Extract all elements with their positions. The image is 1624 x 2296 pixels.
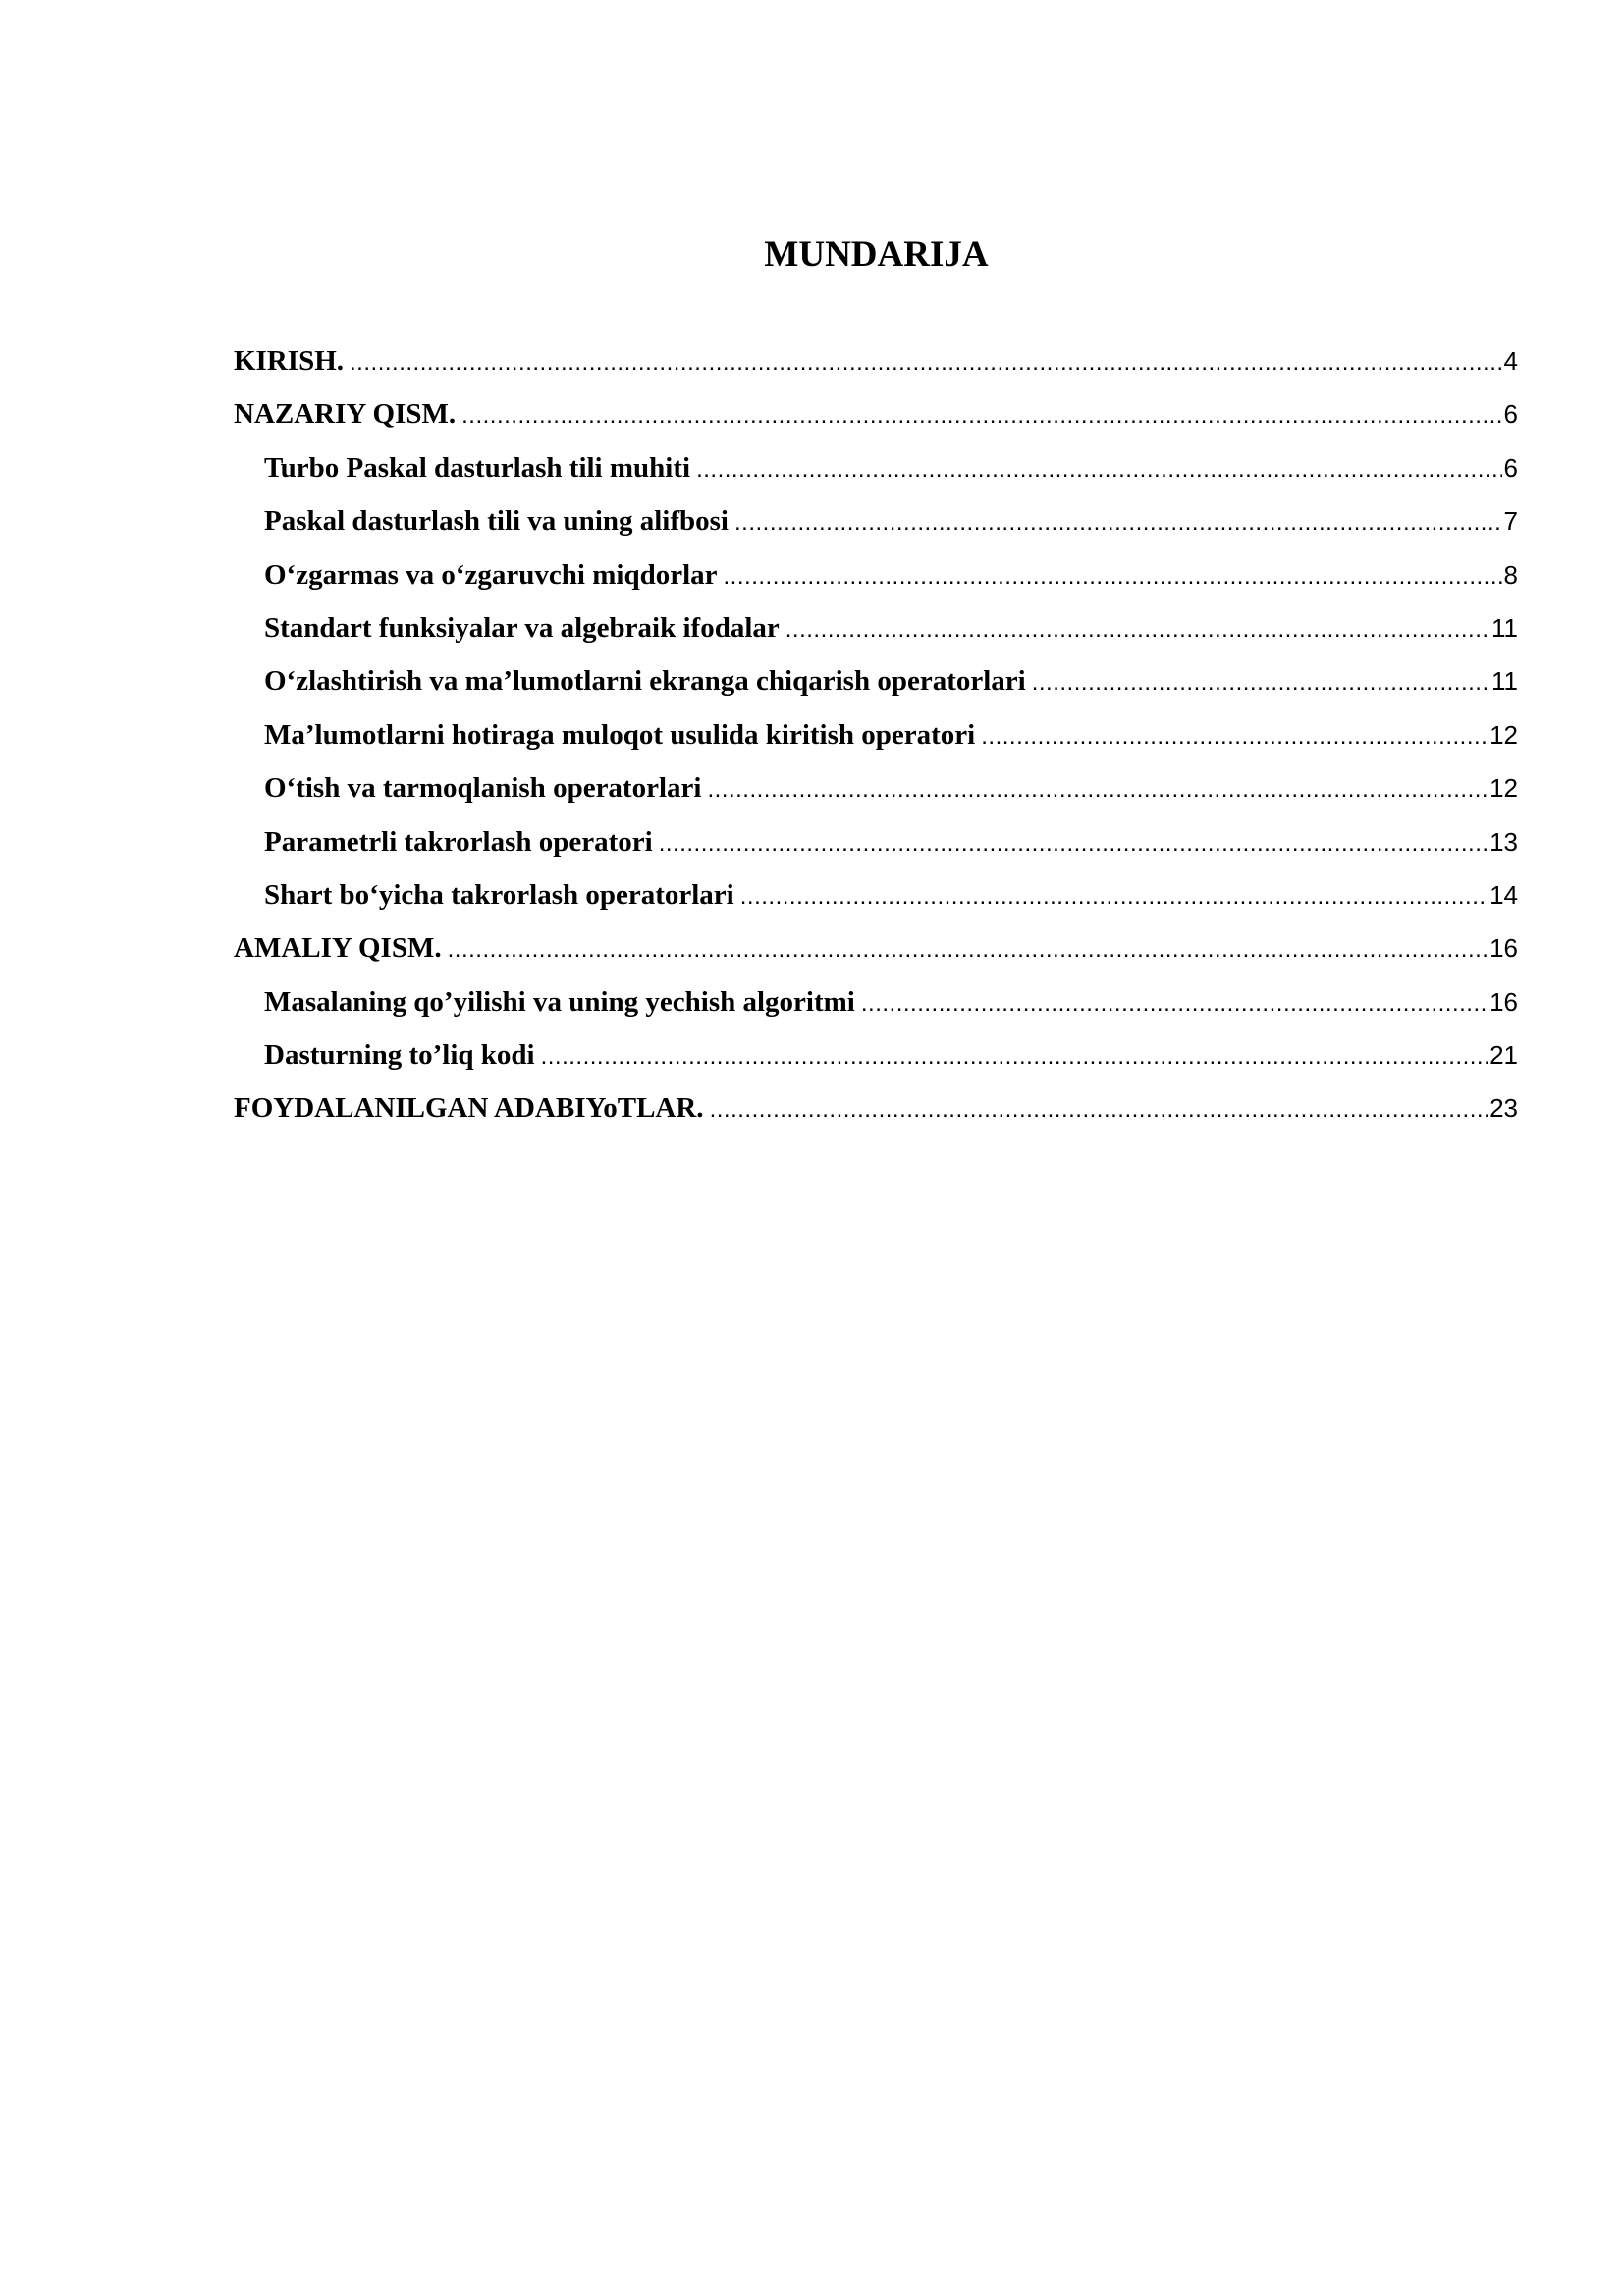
toc-entry-kirish[interactable] — [234, 346, 1518, 399]
toc-entry-ozlashtirish[interactable] — [234, 666, 1518, 719]
toc-entry-label: KIRISH. — [234, 346, 345, 377]
toc-entry-label: O‘tish va tarmoqlanish operatorlari — [264, 773, 702, 805]
toc-entry-amaliy-qism[interactable] — [234, 933, 1518, 986]
toc-dot-leader — [707, 776, 1488, 804]
toc-dot-leader — [734, 509, 1502, 537]
toc-page-number: 14 — [1489, 880, 1518, 910]
toc-page-number: 8 — [1503, 560, 1518, 590]
toc-page-number: 7 — [1503, 507, 1518, 537]
toc-entry-parametrli-takrorlash[interactable] — [234, 827, 1518, 880]
toc-page-number: 4 — [1503, 347, 1518, 376]
toc-entry-label: Shart bo‘yicha takrorlash operatorlari — [264, 879, 734, 911]
toc-entry-standart-funksiyalar[interactable] — [234, 613, 1518, 666]
table-of-contents — [234, 346, 1518, 1147]
toc-dot-leader — [710, 1096, 1489, 1124]
toc-dot-leader — [785, 616, 1489, 644]
toc-entry-label: Parametrli takrorlash operatori — [264, 826, 653, 858]
toc-entry-label: O‘zgarmas va o‘zgaruvchi miqdorlar — [264, 559, 718, 591]
toc-page-number: 21 — [1489, 1041, 1518, 1071]
toc-page-number: 13 — [1489, 827, 1518, 857]
page-title: MUNDARIJA — [764, 235, 989, 275]
toc-dot-leader — [461, 402, 1501, 430]
toc-dot-leader — [981, 723, 1488, 751]
toc-entry-label: FOYDALANILGAN ADABIYoTLAR. — [234, 1093, 704, 1125]
toc-entry-foydalanilgan-adabiyotlar[interactable] — [234, 1093, 1518, 1146]
toc-page-number: 6 — [1503, 400, 1518, 430]
toc-entry-label: Paskal dasturlash tili va uning alifbosi — [264, 506, 729, 538]
toc-dot-leader — [659, 830, 1488, 858]
toc-entry-paskal-alifbosi[interactable] — [234, 506, 1518, 559]
toc-page-number: 6 — [1503, 453, 1518, 483]
toc-entry-nazariy-qism[interactable] — [234, 399, 1518, 452]
toc-entry-masalaning-qoyilishi[interactable] — [234, 987, 1518, 1040]
toc-dot-leader — [350, 349, 1502, 377]
toc-entry-label: Standart funksiyalar va algebraik ifodalar — [264, 612, 780, 644]
toc-entry-malumotlarni-kiritish[interactable] — [234, 720, 1518, 773]
toc-page-number: 16 — [1489, 987, 1518, 1017]
toc-entry-label: AMALIY QISM. — [234, 933, 442, 965]
toc-dot-leader — [541, 1043, 1489, 1071]
toc-entry-ozgarmas[interactable] — [234, 560, 1518, 613]
toc-page-number: 23 — [1489, 1094, 1518, 1124]
toc-entry-turbo-paskal[interactable] — [234, 453, 1518, 506]
toc-entry-label: O‘zlashtirish va ma’lumotlarni ekranga chiqarish operatorlari — [264, 666, 1026, 698]
toc-entry-dasturning-kodi[interactable] — [234, 1040, 1518, 1093]
toc-entry-otish-tarmoqlanish[interactable] — [234, 773, 1518, 826]
toc-entry-shart-takrorlash[interactable] — [234, 880, 1518, 933]
toc-page-number: 11 — [1491, 613, 1518, 643]
toc-dot-leader — [740, 883, 1488, 911]
toc-dot-leader — [861, 990, 1488, 1018]
toc-dot-leader — [1032, 669, 1489, 697]
toc-dot-leader — [724, 563, 1502, 591]
toc-page-number: 11 — [1491, 667, 1518, 697]
toc-dot-leader — [448, 936, 1488, 964]
toc-entry-label: Dasturning to’liq kodi — [264, 1040, 535, 1072]
toc-entry-label: Masalaning qo’yilishi va uning yechish algoritmi — [264, 986, 855, 1018]
toc-entry-label: Ma’lumotlarni hotiraga muloqot usulida kiritish operatori — [264, 719, 976, 751]
toc-dot-leader — [696, 456, 1501, 484]
toc-entry-label: Turbo Paskal dasturlash tili muhiti — [264, 452, 691, 484]
toc-entry-label: NAZARIY QISM. — [234, 399, 457, 431]
toc-page-number: 16 — [1489, 934, 1518, 964]
toc-page-number: 12 — [1489, 720, 1518, 750]
toc-page-number: 12 — [1489, 774, 1518, 804]
